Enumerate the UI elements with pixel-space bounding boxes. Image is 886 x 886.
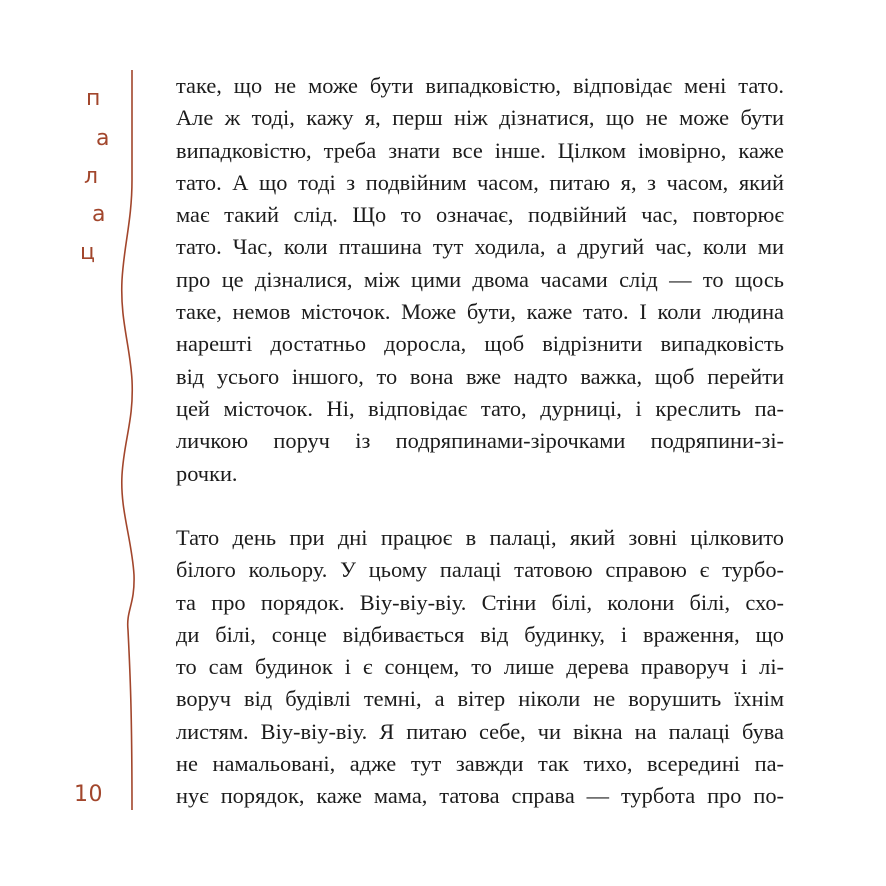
wavy-margin-rule <box>112 70 152 810</box>
text-line: то сам будинок і є сонцем, то лише дерева праворуч і лі- <box>176 654 784 680</box>
text-line: листям. Віу-віу-віу. Я питаю себе, чи вікна на палаці бува <box>176 718 784 744</box>
title-letter: п <box>86 86 101 111</box>
text-line: не намальовані, адже тут завжди так тихо, всередині па- <box>176 751 784 777</box>
vertical-section-title <box>70 88 110 268</box>
text-line: тато. А що тоді з подвійним часом, питаю я, з часом, який <box>176 169 784 195</box>
text-line: від усього іншого, то вона вже надто важка, щоб перейти <box>176 363 784 389</box>
paragraph-2 <box>176 522 784 813</box>
text-line: таке, немов місточок. Може бути, каже тато. І коли людина <box>176 299 784 325</box>
paragraph-1 <box>176 70 784 490</box>
text-line: та про порядок. Віу-віу-віу. Стіни білі, колони білі, схо- <box>176 589 784 615</box>
title-letter: а <box>92 202 106 227</box>
title-letter: а <box>96 126 110 151</box>
page-number: 10 <box>74 782 103 807</box>
text-line: ди білі, сонце відбивається від будинку, і враження, що <box>176 621 784 647</box>
text-line: випадковістю, треба знати все інше. Цілком імовірно, каже <box>176 137 784 163</box>
text-line: Тато день при дні працює в палаці, який зовні цілковито <box>176 525 784 550</box>
title-letter: л <box>84 164 99 189</box>
text-line: має такий слід. Що то означає, подвійний час, повторює <box>176 202 784 228</box>
text-line: нарешті достатньо доросла, щоб відрізнити випадковість <box>176 331 784 357</box>
text-line: білого кольору. У цьому палаці татовою справою є турбо- <box>176 557 784 583</box>
title-letter: ц <box>80 240 95 265</box>
text-line: личкою поруч із подряпинами-зірочками подряпини-зі- <box>176 428 784 454</box>
text-line: цей місточок. Ні, відповідає тато, дурниці, і креслить па- <box>176 395 784 421</box>
text-line: воруч від будівлі темні, а вітер ніколи не ворушить їхнім <box>176 686 784 712</box>
text-line: Але ж тоді, кажу я, перш ніж дізнатися, що не може бути <box>176 105 784 131</box>
text-line: тато. Час, коли пташина тут ходила, а другий час, коли ми <box>176 234 784 260</box>
text-line: рочки. <box>176 460 238 486</box>
text-line: таке, що не може бути випадковістю, відповідає мені тато. <box>176 73 784 98</box>
text-line: про це дізналися, між цими двома часами слід — то щось <box>176 266 784 292</box>
text-line: нує порядок, каже мама, татова справа — турбота про по- <box>176 783 784 809</box>
